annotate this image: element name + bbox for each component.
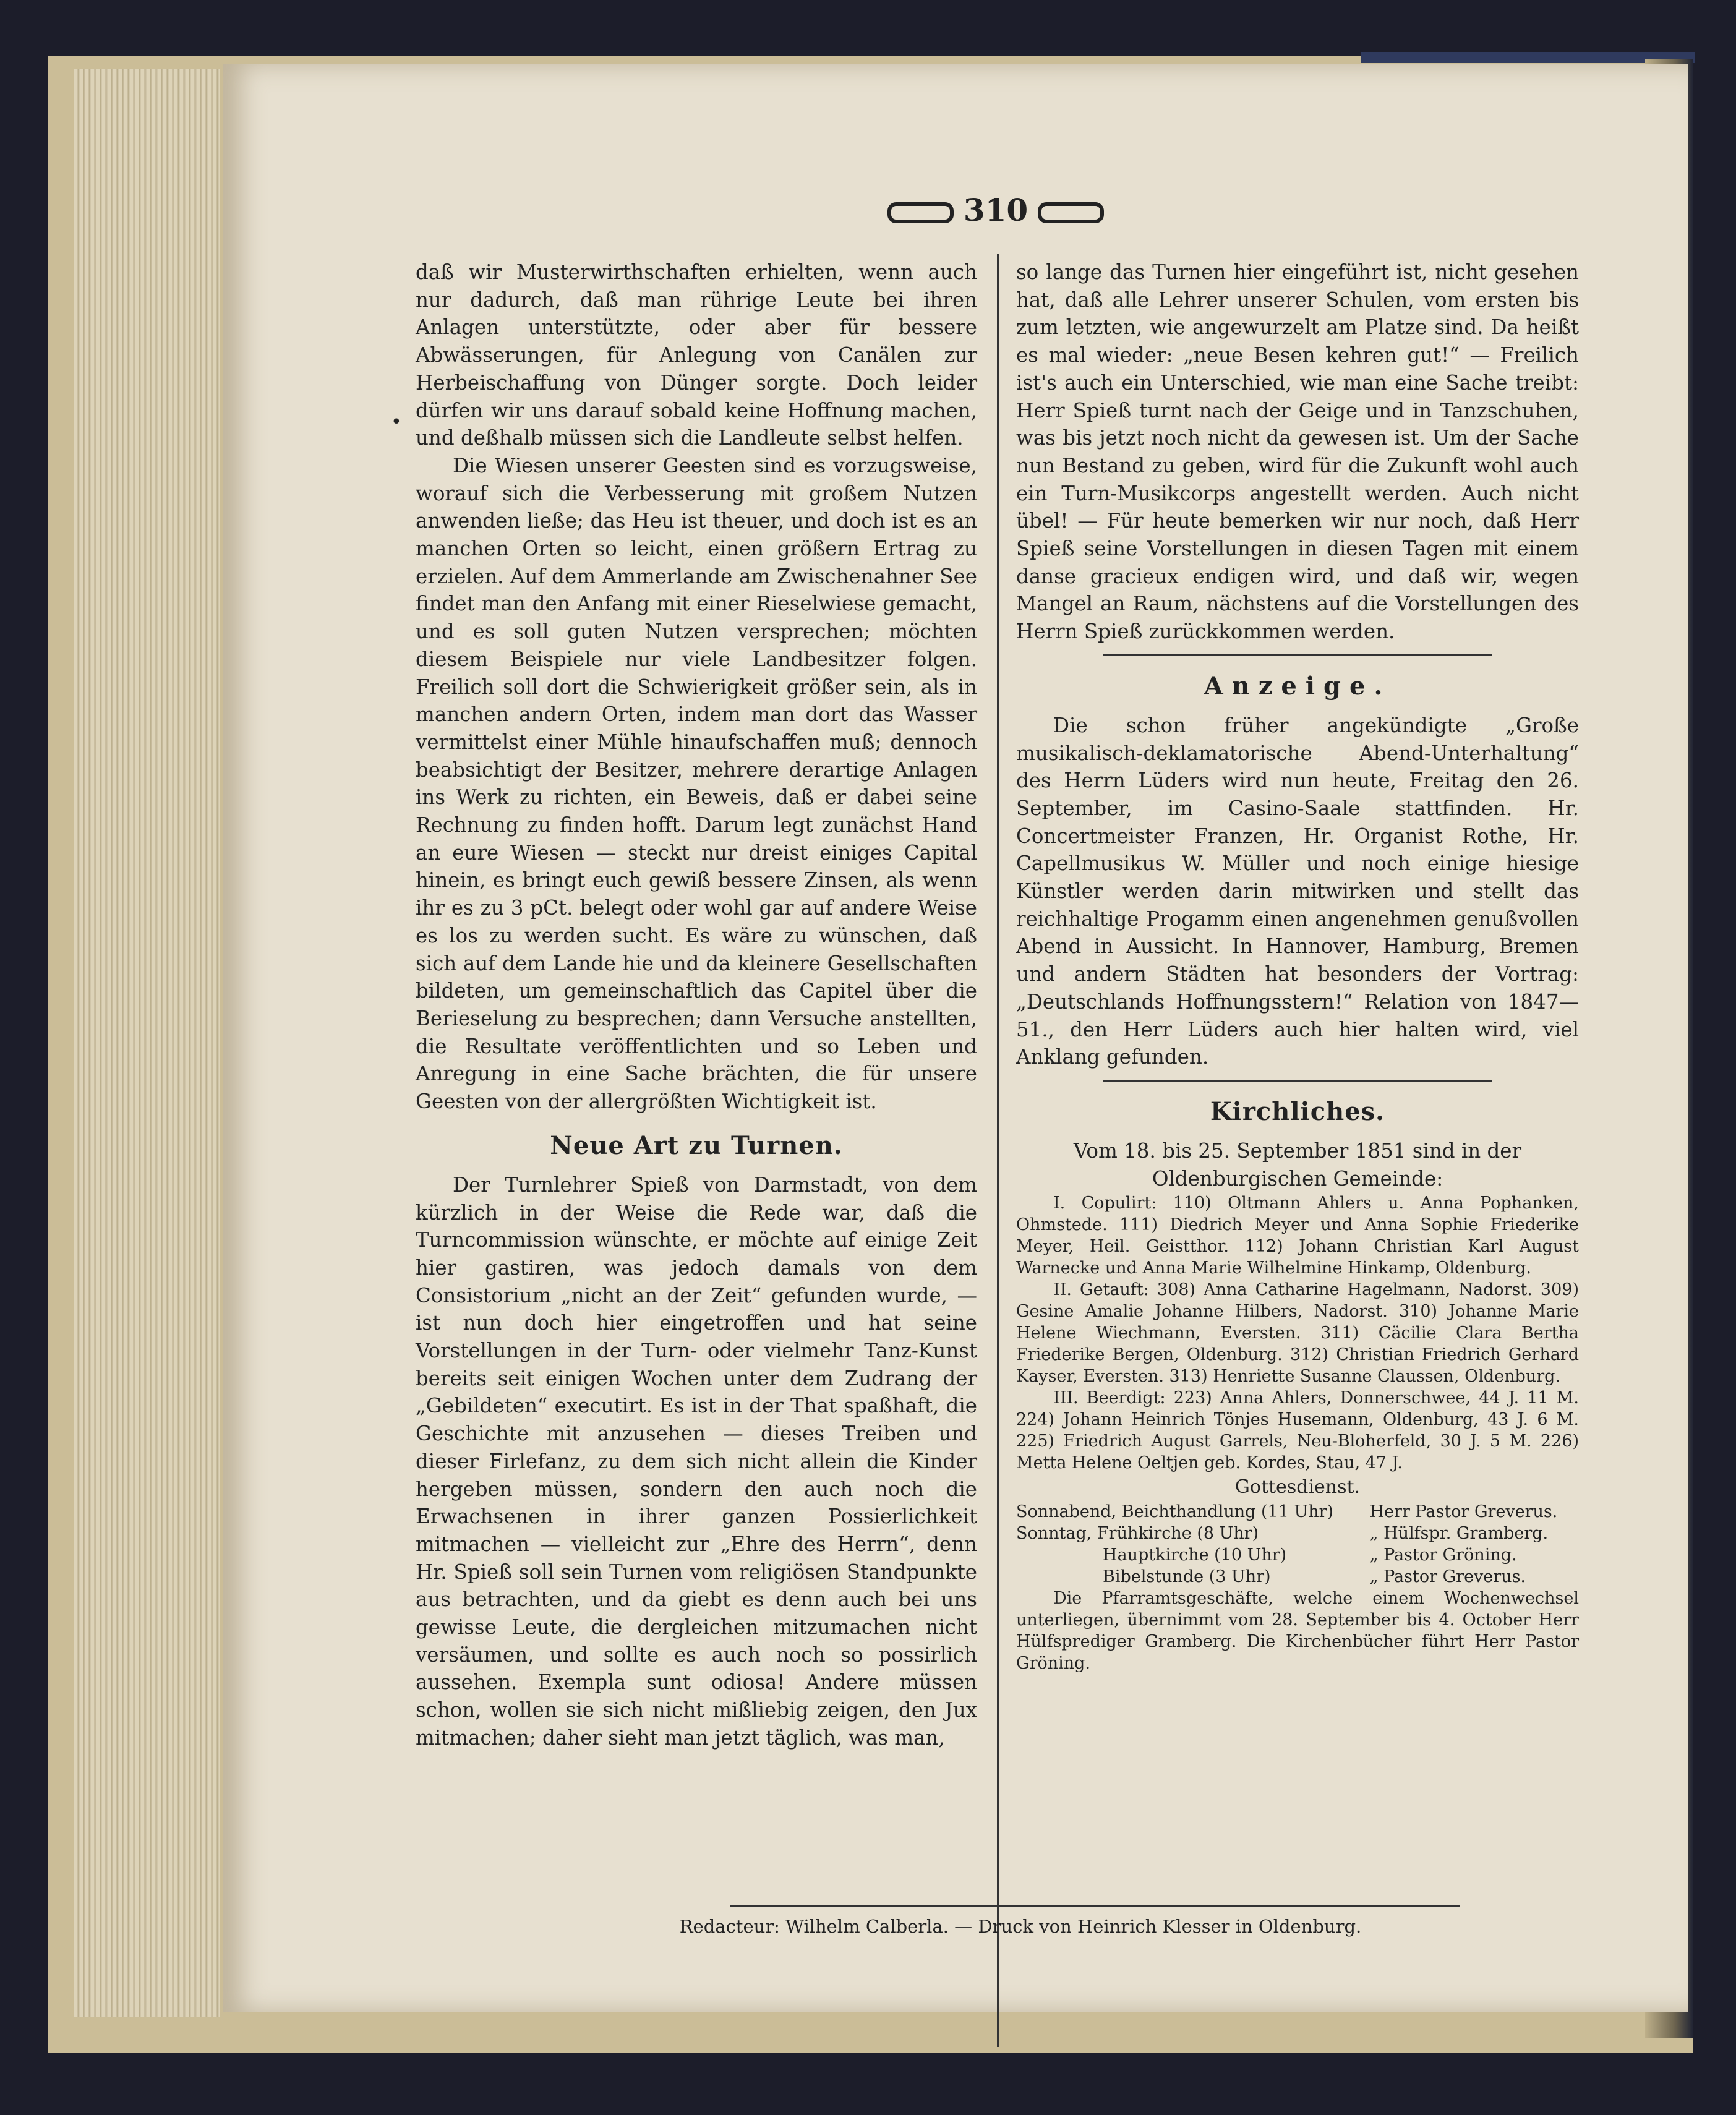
paragraph: Die Wiesen unserer Geesten sind es vorzugsweise, worauf sich die Verbesserung mit großem Nutzen anwenden ließe; das Heu ist theuer, und doch ist es an manchen Orten so leicht, einen größern Ertrag zu erzielen. Auf dem Ammerlande am Zwischenahner See findet man den Anfang mit einer Rieselwiese gemacht, und es soll guten Nutzen versprechen; möchten diesem Beispiele nur viele Landbesitzer folgen. Freilich soll dort die Schwierigkeit größer sein, als in manchen andern Orten, indem man dort das Wasser vermittelst einer Mühle hinaufschaffen muß; dennoch beabsichtigt der Besitzer, mehrere derartige Anlagen ins Werk zu richten, ein Beweis, daß er dabei seine Rechnung zu finden hofft. Darum legt zunächst Hand an eure Wiesen — steckt nur dreist einiges Capital hinein, es bringt euch gewiß bessere Zinsen, als wenn ihr es zu 3 pCt. belegt oder wohl gar auf andere Weise es los zu werden sucht. Es wäre zu wünschen, daß sich auf dem Lande hie und da kleinere Gesellschaften bildeten, um gemeinschaftlich das Capitel über die Berieselung zu besprechen; dann Versuche anstellten, die Resultate veröffentlichten und so Leben und Anregung in eine Sache brächten, die für unsere Geesten von der allergrößten Wichtigkeit ist.: [416, 453, 977, 1114]
beerdigt-entry: III. Beerdigt: 223) Anna Ahlers, Donnerschwee, 44 J. 11 M. 224) Johann Heinrich Tönjes Husemann, Oldenburg, 43 J. 6 M. 225) Friedrich August Garrels, Neu-Bloherfeld, 30 J. 5 M. 226) Metta Helene Oeltjen geb. Kordes, Stau, 47 J.: [1016, 1388, 1579, 1473]
church-records: [1016, 1192, 1579, 1474]
service-name: Hauptkirche (10 Uhr): [1103, 1545, 1287, 1565]
kirchliches-intro: Vom 18. bis 25. September 1851 sind in der Oldenburgischen Gemeinde:: [1073, 1139, 1522, 1190]
divider: [1103, 1080, 1492, 1082]
imprint-footer: Redacteur: Wilhelm Calberla. — Druck von Heinrich Klesser in Oldenburg.: [679, 1916, 1362, 1937]
anzeige-title: Anzeige.: [1204, 671, 1392, 701]
pfarramt-notice: Die Pfarramtsgeschäfte, welche einem Wochenwechsel unterliegen, übernimmt vom 28. September bis 4. October Herr Hülfsprediger Gramberg. Die Kirchenbücher führt Herr Pastor Gröning.: [1016, 1589, 1579, 1673]
service-name: Sonntag, Frühkirche (8 Uhr): [1016, 1524, 1259, 1544]
ornament-left: [887, 202, 954, 223]
kirchliches-title: Kirchliches.: [1210, 1096, 1385, 1126]
right-column: [1016, 258, 1579, 1674]
page-header: [872, 186, 1119, 235]
paragraph: so lange das Turnen hier eingeführt ist, nicht gesehen hat, daß alle Lehrer unserer Schulen, vom ersten bis zum letzten, wie angewurzelt am Platze sind. Da heißt es mal wieder: „neue Besen kehren gut!“ — Freilich ist's auch ein Unterschied, wie man eine Sache treibt: Herr Spieß turnt nach der Geige und in Tanzschuhen, was bis jetzt noch nicht da gewesen ist. Um der Sache nun Bestand zu geben, wird für die Zukunft wohl auch ein Turn-Musikcorps angestellt werden. Auch nicht übel! — Für heute bemerken wir nur noch, daß Herr Spieß seine Vorstellungen in diesen Tagen mit einem danse gracieux endigen wird, und daß wir, wegen Mangel an Raum, nächstens auf die Vorstellungen des Herrn Spieß zurückkommen werden.: [1016, 260, 1579, 644]
cover-edge: [1361, 52, 1695, 63]
service-preacher: „ Pastor Greverus.: [1369, 1567, 1526, 1587]
service-name: Sonnabend, Beichthandlung (11 Uhr): [1016, 1502, 1334, 1522]
service-row: [1016, 1523, 1579, 1544]
footer-rule: [730, 1905, 1460, 1907]
page-edges: [74, 69, 220, 2017]
copulirt-entry: I. Copulirt: 110) Oltmann Ahlers u. Anna Pophanken, Ohmstede. 111) Diedrich Meyer und Anna Sophie Friederike Meyer, Heil. Geistthor. 112) Johann Christian Karl August Warnecke und Anna Marie Wilhelmine Hinkamp, Oldenburg.: [1016, 1194, 1579, 1278]
divider: [1103, 654, 1492, 656]
service-name: Bibelstunde (3 Uhr): [1103, 1567, 1271, 1587]
service-row: [1016, 1544, 1579, 1566]
section-title: Neue Art zu Turnen.: [550, 1130, 843, 1160]
paragraph: Der Turnlehrer Spieß von Darmstadt, von dem kürzlich in der Weise die Rede war, daß die Turncommission wünschte, er möchte auf einige Zeit hier gastiren, was jedoch damals von dem Consistorium „nicht an der Zeit“ gefunden wurde, — ist nun doch hier eingetroffen und hat seine Vorstellungen in der Turn- oder vielmehr Tanz-Kunst bereits seit einigen Wochen unter dem Zudrang der „Gebildeten“ executirt. Es ist in der That spaßhaft, die Geschichte mit anzusehen — dieses Treiben und dieser Firlefanz, zu dem sich nicht allein die Kinder hergeben müssen, sondern den auch noch die Erwachsenen in ihrer ganzen Possierlichkeit mitmachen — vielleicht zur „Ehre des Herrn“, denn Hr. Spieß soll sein Turnen vom religiösen Standpunkte aus betrachten, und da giebt es denn auch bei uns gewisse Leute, die dergleichen mitzumachen nicht versäumen, und sollte es auch noch so possirlich aussehen. Exempla sunt odiosa! Andere müssen schon, wollen sie sich nicht mißliebig zeigen, den Jux mitmachen; daher sieht man jetzt täglich, was man,: [416, 1173, 977, 1750]
column-rule: [997, 254, 999, 2047]
gottesdienst-title: Gottesdienst.: [1234, 1476, 1361, 1498]
service-table: [1016, 1501, 1579, 1587]
page-number: 310: [963, 192, 1028, 228]
paragraph: daß wir Musterwirthschaften erhielten, wenn auch nur dadurch, daß man rührige Leute bei ihren Anlagen unterstützte, oder aber für bessere Abwässerungen, für Anlegung von Canälen zur Herbeischaffung von Dünger sorgte. Doch leider dürfen wir uns darauf sobald keine Hoffnung machen, und deßhalb müssen sich die Landleute selbst helfen.: [416, 260, 977, 450]
getauft-entry: II. Getauft: 308) Anna Catharine Hagelmann, Nadorst. 309) Gesine Amalie Johanne Hilbers, Nadorst. 310) Johanne Marie Helene Wiechmann, Eversten. 311) Cäcilie Clara Bertha Friederike Bergen, Oldenburg. 312) Christian Friedrich Gerhard Kayser, Eversten. 313) Henriette Susanne Claussen, Oldenburg.: [1016, 1280, 1579, 1386]
left-column: [416, 258, 977, 1752]
service-preacher: „ Hülfspr. Gramberg.: [1369, 1524, 1549, 1544]
ornament-right: [1038, 202, 1104, 223]
service-row: [1016, 1501, 1579, 1523]
margin-dot: •: [391, 411, 402, 433]
paragraph: Die schon früher angekündigte „Große musikalisch-deklamatorische Abend-Unterhaltung“ des Herrn Lüders wird nun heute, Freitag den 26. September, im Casino-Saale stattfinden. Hr. Concertmeister Franzen, Hr. Organist Rothe, Hr. Capellmusikus W. Müller und noch einige hiesige Künstler werden darin mitwirken und stellt das reichhaltige Progamm einen angenehmen genußvollen Abend in Aussicht. In Hannover, Hamburg, Bremen und andern Städten hat besonders der Vortrag: „Deutschlands Hoffnungsstern!“ Relation von 1847—51., den Herr Lüders auch hier halten wird, viel Anklang gefunden.: [1016, 713, 1579, 1069]
service-preacher: Herr Pastor Greverus.: [1369, 1502, 1558, 1522]
service-row: [1016, 1566, 1579, 1587]
service-preacher: „ Pastor Gröning.: [1369, 1545, 1517, 1565]
